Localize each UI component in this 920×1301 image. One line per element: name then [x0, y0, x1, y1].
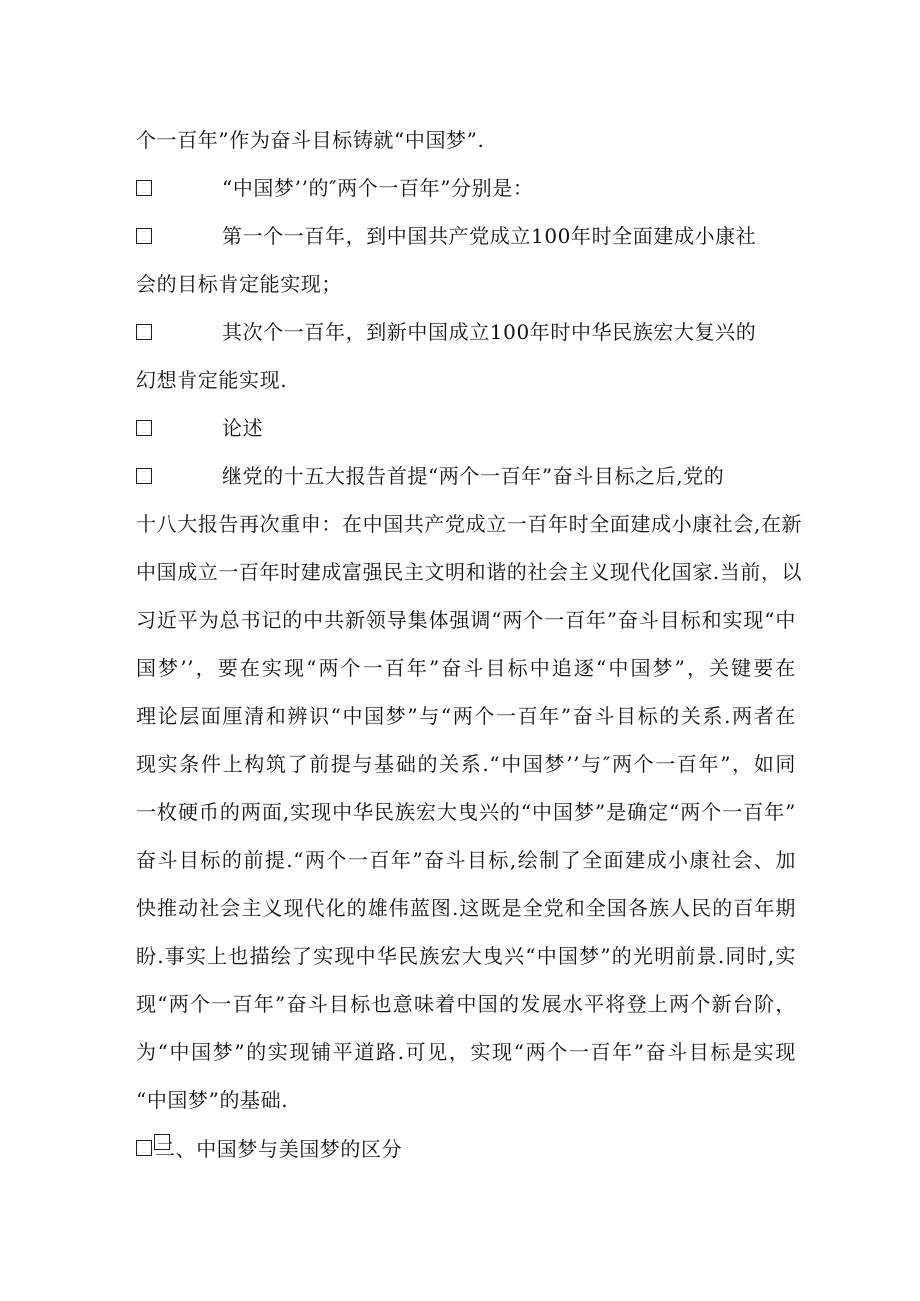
text-line-20: 为“中国梦”的实现铺平道路.可见，实现“两个一百年”奋斗目标是实现	[136, 1040, 796, 1064]
text-line-17: 快推动社会主义现代化的雄伟蓝图.这既是全党和全国各族人民的百年期	[136, 896, 796, 920]
checkbox-icon	[136, 1140, 152, 1156]
text-line-12: 国梦’’，要在实现“两个一百年”奋斗目标中追逐“中国梦”，关键要在	[136, 656, 796, 680]
bullet-line-8	[136, 462, 724, 490]
text-line-7: 论述	[222, 416, 264, 440]
text-line-15: 一枚硬币的两面,实现中华民族宏大曳兴的“中国梦”是确定“两个一百年”	[136, 800, 796, 824]
text-line-2: “中国梦’’的″两个一百年”分别是：	[222, 176, 534, 200]
section-heading-text: 二、中国梦与美国梦的区分	[154, 1134, 170, 1150]
text-line-13: 理论层面厘清和辨识“中国梦”与“两个一百年”奋斗目标的关系.两者在	[136, 704, 796, 728]
text-line-1: 个一百年”作为奋斗目标铸就“中国梦”.	[136, 128, 485, 152]
text-line-9: 十八大报告再次重申：在中国共产党成立一百年时全面建成小康社会,在新	[136, 512, 803, 536]
text-line-5: 其次个一百年，到新中国成立100年时中华民族宏大复兴的	[222, 320, 757, 344]
text-line-14: 现实条件上构筑了前提与基础的关系.“中国梦’’与″两个一百年”，如同	[136, 752, 796, 776]
text-line-16: 奋斗目标的前提.“两个一百年”奋斗目标,绘制了全面建成小康社会、加	[136, 848, 796, 872]
text-line-6: 幻想肯定能实现.	[136, 368, 288, 392]
checkbox-icon	[136, 462, 222, 490]
section-heading	[136, 1134, 403, 1162]
checkbox-icon	[136, 318, 222, 346]
bullet-line-7	[136, 414, 263, 442]
bullet-line-2	[136, 174, 533, 202]
checkbox-icon	[136, 222, 222, 250]
text-line-21: “中国梦”的基础.	[136, 1088, 289, 1112]
text-line-4: 会的目标肯定能实现；	[136, 272, 342, 296]
text-line-8: 继党的十五大报告首提“两个一百年”奋斗目标之后,党的	[222, 464, 725, 488]
text-line-10: 中国成立一百年时建成富强民主文明和谐的社会主义现代化国家.当前，以	[136, 560, 803, 584]
text-line-18: 盼.事实上也描绘了实现中华民族宏大曳兴“中国梦”的光明前景.同时,实	[136, 944, 796, 968]
checkbox-icon	[136, 174, 222, 202]
text-line-11: 习近平为总书记的中共新领导集体强调“两个一百年”奋斗目标和实现“中	[136, 608, 796, 632]
text-line-3: 第一个一百年，到中国共产党成立100年时全面建成小康社	[222, 224, 757, 248]
text-line-19: 现“两个一百年”奋斗目标也意味着中国的发展水平将登上两个新台阶，	[136, 992, 796, 1016]
bullet-line-5	[136, 318, 756, 346]
bullet-line-3	[136, 222, 756, 250]
checkbox-icon	[136, 414, 222, 442]
